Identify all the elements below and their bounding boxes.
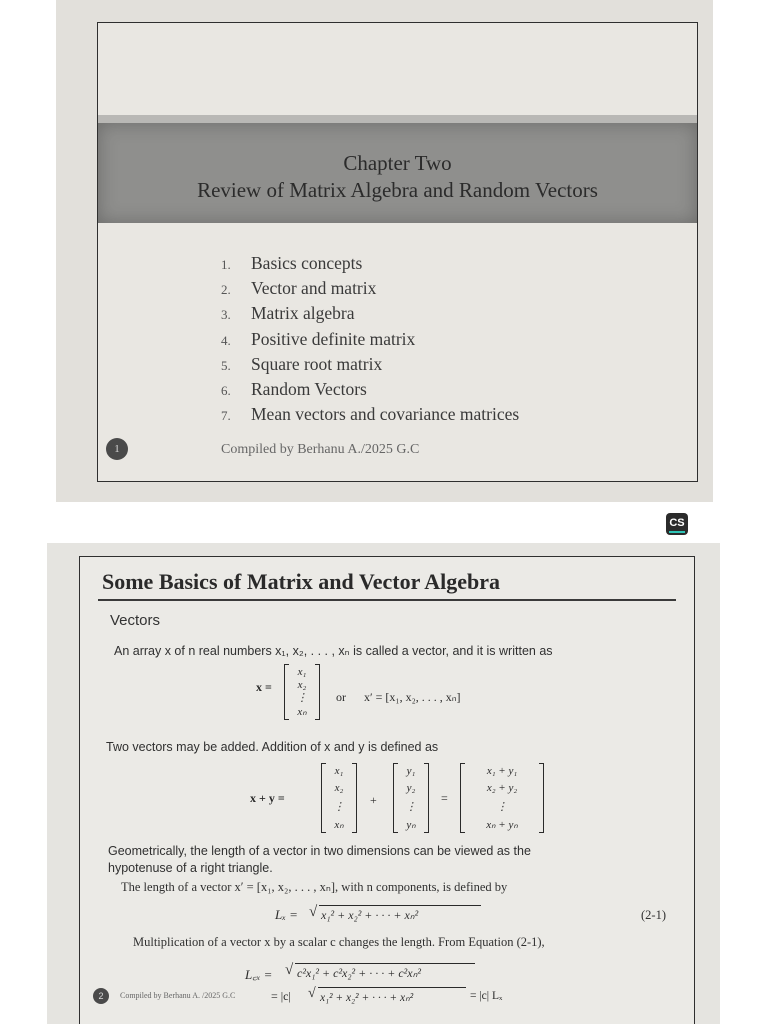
slide-1	[97, 22, 698, 482]
eq2-plus: +	[370, 793, 377, 807]
paragraph-addition: Two vectors may be added. Addition of x and y is defined as	[106, 740, 439, 754]
bracket-left	[321, 763, 326, 833]
bracket-left	[393, 763, 398, 833]
contents-item: 4. Positive definite matrix	[221, 328, 416, 349]
title-banner-edge	[98, 115, 697, 123]
eq5-prefix: = |c|	[271, 989, 291, 1003]
eq5-radicand: x₁² + x₂² + · · · + xₙ²	[320, 992, 414, 1004]
contents-item: 7. Mean vectors and covariance matrices	[221, 404, 520, 425]
eq1-lhs: x =	[256, 680, 272, 694]
eq2-equals: =	[441, 791, 448, 805]
sqrt-icon: √	[285, 962, 294, 978]
paragraph-geometry-line2: hypotenuse of a right triangle.	[108, 861, 273, 875]
vector-x-column: x₁ x₂ ⋮ xₙ	[333, 765, 345, 831]
slide-footer: Compiled by Berhanu A. /2025 G.C	[120, 991, 236, 1000]
paragraph-length-definition: The length of a vector x′ = [x₁, x₂, . . . , xₙ], with n components, is defined by	[121, 880, 508, 894]
slide-2	[79, 556, 695, 1024]
chapter-subtitle: Review of Matrix Algebra and Random Vectors	[197, 178, 598, 202]
eq1-or: or	[336, 690, 346, 704]
vector-sum-column: x₁ + y₁ x₂ + y₂ ⋮ xₙ + yₙ	[486, 765, 518, 831]
bracket-left	[460, 763, 465, 833]
eq2-lhs: x + y =	[250, 791, 285, 805]
vector-x-column: x₁ x₂ ⋮ xₙ	[296, 666, 308, 718]
vector-y-column: y₁ y₂ ⋮ yₙ	[405, 765, 417, 831]
equation-number: (2-1)	[641, 908, 666, 922]
paragraph-scalar: Multiplication of a vector x by a scalar c changes the length. From Equation (2-1),	[133, 935, 545, 949]
bracket-right	[424, 763, 429, 833]
eq3-lhs: Lₓ =	[275, 907, 298, 922]
radical-bar	[319, 905, 481, 906]
eq5-result: = |c| Lₓ	[470, 990, 503, 1002]
title-divider	[98, 599, 676, 601]
sqrt-icon: √	[309, 904, 318, 920]
contents-item: 6. Random Vectors	[221, 378, 367, 399]
paragraph-definition: An array x of n real numbers x₁, x₂, . . . , xₙ is called a vector, and it is written as	[114, 644, 553, 658]
page-number-badge: 1	[106, 438, 128, 460]
eq3-radicand: x₁² + x₂² + · · · + xₙ²	[321, 908, 419, 922]
radical-bar	[295, 963, 475, 964]
radical-bar	[318, 987, 466, 988]
eq1-transpose: x′ = [x₁, x₂, . . . , xₙ]	[364, 690, 461, 704]
contents-item: 3. Matrix algebra	[221, 303, 355, 324]
bracket-right	[539, 763, 544, 833]
slide-title: Some Basics of Matrix and Vector Algebra	[102, 569, 501, 594]
contents-item: 1. Basics concepts	[221, 253, 363, 273]
bracket-left	[284, 664, 289, 720]
contents-item: 5. Square root matrix	[221, 353, 383, 374]
section-heading: Vectors	[110, 612, 161, 629]
bracket-right	[315, 664, 320, 720]
eq4-lhs: L꜀ₓ =	[245, 967, 273, 982]
eq4-radicand: c²x₁² + c²x₂² + · · · + c²xₙ²	[297, 966, 421, 980]
paragraph-geometry-line1: Geometrically, the length of a vector in two dimensions can be viewed as the	[108, 844, 531, 858]
slide-footer: Compiled by Berhanu A./2025 G.C	[221, 442, 420, 457]
sqrt-icon: √	[308, 986, 316, 1001]
bracket-right	[352, 763, 357, 833]
camscanner-logo-icon: CS	[666, 513, 688, 535]
contents-list	[221, 251, 519, 427]
contents-item: 2. Vector and matrix	[221, 278, 377, 299]
page-number-badge: 2	[93, 988, 109, 1004]
chapter-title: Chapter Two	[343, 151, 452, 175]
